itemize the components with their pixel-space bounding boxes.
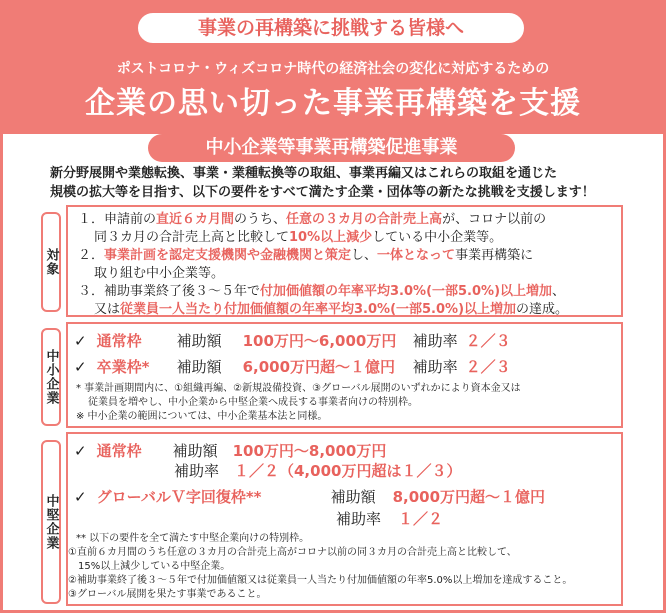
mid-global-row: ✓ グローバルＶ字回復枠** 補助額 8,000万円超～１億円 xyxy=(74,488,546,506)
requirement-1-line-2: 同３カ月の合計売上高と比較して10%以上減少している中小企業等。 xyxy=(94,230,503,245)
target-tab: 対象 xyxy=(41,212,61,312)
check-icon: ✓ xyxy=(74,442,87,460)
target-box xyxy=(66,205,623,317)
check-icon: ✓ xyxy=(74,488,87,506)
mid-note-2: ①直前６カ月間のうち任意の３カ月の合計売上高がコロナ以前の同３カ月の合計売上高と比較して、 xyxy=(68,547,517,558)
sme-note-2: 従業員を増やし、中小企業から中堅企業へ成長する事業者向けの特別枠。 xyxy=(88,397,418,408)
page-title: 企業の思い切った事業再構築を支援 xyxy=(85,86,581,121)
mid-normal-rate: 補助率 １／２（4,000万円超は１／３） xyxy=(174,462,462,480)
mid-box xyxy=(66,432,623,606)
requirement-3-line-2: 又は従業員一人当たり付加価値額の年率平均3.0%(一部5.0%)以上増加の達成。 xyxy=(94,302,569,317)
intro-line-2: 規模の拡大等を目指す、以下の要件をすべて満たす企業・団体等の新たな挑戦を支援します！ xyxy=(50,185,595,200)
program-title: 中小企業等事業再構築促進事業 xyxy=(148,134,515,162)
mid-global-rate: 補助率 １／２ xyxy=(336,510,444,528)
requirement-3-line-1: ３．補助事業終了後３～５年で付加価値額の年率平均3.0%(一部5.0%)以上増加、 xyxy=(78,284,566,299)
requirement-1-line-1: １．申請前の直近６カ月間のうち、任意の３カ月の合計売上高が、コロナ以前の xyxy=(78,212,547,227)
mid-note-5: ③グローバル展開を果たす事業であること。 xyxy=(68,589,267,600)
sme-tab: 中小企業 xyxy=(41,328,61,426)
check-icon: ✓ xyxy=(74,358,87,376)
intro-line-1: 新分野展開や業態転換、事業・業種転換等の取組、事業再編又はこれらの取組を通じた xyxy=(50,166,558,181)
mid-note-4: ②補助事業終了後３～５年で付加価値額又は従業員一人当たり付加価値額の年率5.0%以上増加を達成すること。 xyxy=(68,575,573,586)
requirement-2-line-2: 取り組む中小企業等。 xyxy=(94,266,225,281)
mid-note-1: ** 以下の要件を全て満たす中堅企業向けの特別枠。 xyxy=(76,533,310,544)
header-subtitle: ポストコロナ・ウィズコロナ時代の経済社会の変化に対応するための xyxy=(116,61,550,77)
header-pill: 事業の再構築に挑戦する皆様へ xyxy=(136,11,526,45)
mid-normal-row: ✓ 通常枠 補助額 100万円～8,000万円 xyxy=(74,442,387,460)
sme-box xyxy=(66,322,623,428)
sme-note-3: ※ 中小企業の範囲については、中小企業基本法と同様。 xyxy=(76,411,328,422)
sme-graduation-row: ✓ 卒業枠* 補助額 6,000万円超～１億円 補助率 ２／３ xyxy=(74,358,511,376)
requirement-2-line-1: ２．事業計画を認定支援機関や金融機関と策定し、一体となって事業再構築に xyxy=(78,248,534,263)
check-icon: ✓ xyxy=(74,332,87,350)
mid-tab: 中堅企業 xyxy=(41,440,61,604)
sme-note-1: * 事業計画期間内に、①組織再編、②新規設備投資、③グローバル展開のいずれかにより資本金又は xyxy=(76,383,521,394)
intro-text xyxy=(50,164,630,202)
sme-normal-row: ✓ 通常枠 補助額 100万円～6,000万円 補助率 ２／３ xyxy=(74,332,511,350)
mid-note-3: 15%以上減少している中堅企業。 xyxy=(78,561,231,572)
